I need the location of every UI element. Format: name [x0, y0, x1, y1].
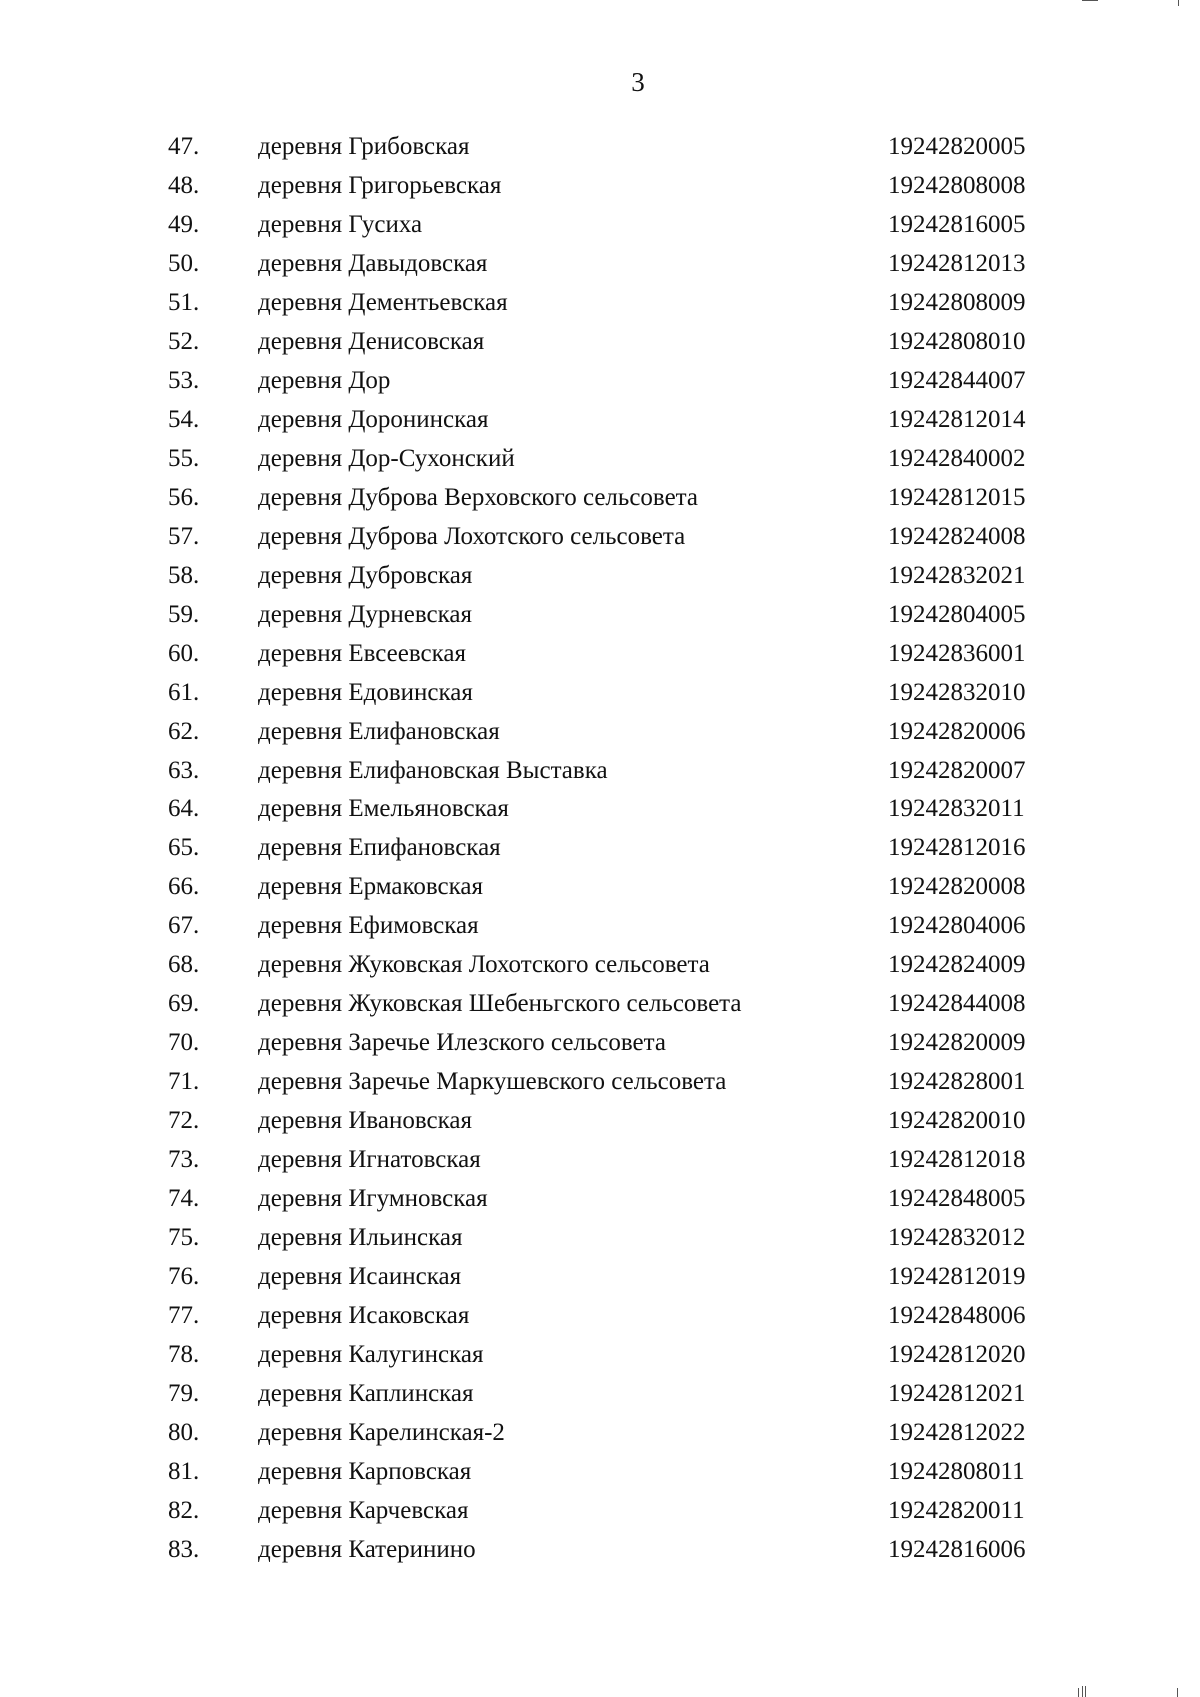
- item-number: 51.: [168, 288, 200, 316]
- list-item: [0, 560, 1200, 599]
- oktmo-code: 19242812018: [888, 1146, 1026, 1174]
- oktmo-code: 19242812013: [888, 249, 1026, 277]
- list-item: [0, 1144, 1200, 1183]
- settlement-name: деревня Игнатовская: [258, 1146, 481, 1174]
- scan-artifact: [1085, 1686, 1086, 1697]
- settlement-name: деревня Исаковская: [258, 1302, 470, 1330]
- list-item: [0, 1183, 1200, 1222]
- item-number: 48.: [168, 171, 200, 199]
- item-number: 59.: [168, 600, 200, 628]
- item-number: 66.: [168, 873, 200, 901]
- item-number: 61.: [168, 678, 200, 706]
- item-number: 52.: [168, 327, 200, 355]
- oktmo-code: 19242820005: [888, 133, 1026, 160]
- item-number: 77.: [168, 1302, 200, 1330]
- list-item: [0, 443, 1200, 482]
- oktmo-code: 19242808011: [888, 1457, 1025, 1485]
- settlement-name: деревня Дор: [258, 366, 391, 394]
- oktmo-code: 19242820007: [888, 756, 1026, 784]
- list-item: [0, 248, 1200, 287]
- item-number: 60.: [168, 639, 200, 667]
- scan-artifact: [1082, 0, 1098, 1]
- oktmo-code: 19242840002: [888, 444, 1026, 472]
- oktmo-code: 19242804006: [888, 912, 1026, 940]
- item-number: 55.: [168, 444, 200, 472]
- item-number: 72.: [168, 1107, 200, 1135]
- list-item: [0, 755, 1200, 794]
- settlement-name: деревня Едовинская: [258, 678, 473, 706]
- settlement-name: деревня Денисовская: [258, 327, 485, 355]
- oktmo-code: 19242824008: [888, 522, 1026, 550]
- list-item: [0, 988, 1200, 1027]
- settlement-name: деревня Давыдовская: [258, 249, 488, 277]
- settlement-name: деревня Дор-Сухонский: [258, 444, 515, 472]
- scan-artifact: [1078, 1688, 1079, 1697]
- item-number: 81.: [168, 1457, 200, 1485]
- settlement-name: деревня Калугинская: [258, 1341, 484, 1369]
- settlement-name: деревня Карелинская-2: [258, 1418, 505, 1446]
- item-number: 76.: [168, 1263, 200, 1291]
- oktmo-code: 19242832012: [888, 1224, 1026, 1252]
- oktmo-code: 19242848005: [888, 1185, 1026, 1213]
- list-item: [0, 1027, 1200, 1066]
- settlement-name: деревня Заречье Илезского сельсовета: [258, 1029, 666, 1057]
- settlement-name: деревня Дурневская: [258, 600, 472, 628]
- scan-artifact: [1177, 1688, 1178, 1697]
- oktmo-code: 19242808009: [888, 288, 1026, 316]
- oktmo-code: 19242828001: [888, 1068, 1026, 1096]
- list-item: [0, 287, 1200, 326]
- oktmo-code: 19242808010: [888, 327, 1026, 355]
- list-item: [0, 1534, 1200, 1573]
- item-number: 82.: [168, 1496, 200, 1524]
- settlement-name: деревня Ильинская: [258, 1224, 463, 1252]
- list-item: [0, 1456, 1200, 1495]
- list-item: [0, 599, 1200, 638]
- list-item: [0, 949, 1200, 988]
- oktmo-code: 19242832021: [888, 561, 1026, 589]
- settlement-name: деревня Карповская: [258, 1457, 472, 1485]
- oktmo-code: 19242812019: [888, 1263, 1026, 1291]
- page-number: 3: [631, 67, 645, 97]
- list-item: [0, 832, 1200, 871]
- item-number: 83.: [168, 1535, 200, 1563]
- oktmo-code: 19242820009: [888, 1029, 1026, 1057]
- oktmo-code: 19242820011: [888, 1496, 1025, 1524]
- scan-artifact: [1178, 0, 1179, 6]
- list-item: [0, 1378, 1200, 1417]
- item-number: 70.: [168, 1029, 200, 1057]
- settlement-name: деревня Каплинская: [258, 1380, 474, 1407]
- settlement-name: деревня Катеринино: [258, 1535, 476, 1563]
- settlement-name: деревня Григорьевская: [258, 171, 502, 199]
- list-item: [0, 131, 1200, 170]
- list-item: [0, 1300, 1200, 1339]
- oktmo-code: 19242820008: [888, 873, 1026, 901]
- oktmo-code: 19242812022: [888, 1418, 1026, 1446]
- list-item: [0, 1222, 1200, 1261]
- item-number: 80.: [168, 1418, 200, 1446]
- oktmo-code: 19242808008: [888, 171, 1026, 199]
- settlement-name: деревня Дуброва Лохотского сельсовета: [258, 522, 686, 550]
- list-item: [0, 482, 1200, 521]
- item-number: 58.: [168, 561, 200, 589]
- settlement-name: деревня Заречье Маркушевского сельсовета: [258, 1068, 727, 1096]
- list-item: [0, 638, 1200, 677]
- settlement-name: деревня Емельяновская: [258, 795, 509, 823]
- scan-artifact: [1082, 1686, 1083, 1697]
- item-number: 49.: [168, 210, 200, 238]
- settlement-name: деревня Доронинская: [258, 405, 489, 433]
- list-item: [0, 404, 1200, 443]
- item-number: 68.: [168, 951, 200, 979]
- oktmo-code: 19242816006: [888, 1535, 1026, 1563]
- oktmo-code: 19242804005: [888, 600, 1026, 628]
- settlement-name: деревня Ефимовская: [258, 912, 479, 940]
- list-item: [0, 1417, 1200, 1456]
- item-number: 65.: [168, 834, 200, 862]
- oktmo-code: 19242824009: [888, 951, 1026, 979]
- list-item: [0, 365, 1200, 404]
- oktmo-code: 19242812020: [888, 1341, 1026, 1369]
- list-item: [0, 1339, 1200, 1378]
- list-item: [0, 716, 1200, 755]
- item-number: 50.: [168, 249, 200, 277]
- oktmo-code: 19242820006: [888, 717, 1026, 745]
- item-number: 63.: [168, 756, 200, 784]
- oktmo-code: 19242820010: [888, 1107, 1026, 1135]
- settlement-name: деревня Жуковская Шебеньгского сельсовета: [258, 990, 742, 1018]
- item-number: 73.: [168, 1146, 200, 1174]
- settlement-name: деревня Гусиха: [258, 210, 423, 238]
- oktmo-code: 19242832010: [888, 678, 1026, 706]
- list-item: [0, 1066, 1200, 1105]
- list-item: [0, 170, 1200, 209]
- settlement-name: деревня Жуковская Лохотского сельсовета: [258, 951, 710, 979]
- oktmo-code: 19242816005: [888, 210, 1026, 238]
- item-number: 56.: [168, 483, 200, 511]
- settlement-name: деревня Епифановская: [258, 834, 501, 862]
- list-item: [0, 1105, 1200, 1144]
- oktmo-code: 19242832011: [888, 795, 1025, 823]
- oktmo-code: 19242844008: [888, 990, 1026, 1018]
- settlement-name: деревня Евсеевская: [258, 639, 466, 667]
- settlement-name: деревня Ермаковская: [258, 873, 483, 901]
- oktmo-code: 19242812016: [888, 834, 1026, 862]
- item-number: 64.: [168, 795, 200, 823]
- settlement-name: деревня Елифановская Выставка: [258, 756, 608, 784]
- item-number: 57.: [168, 522, 200, 550]
- list-item: [0, 1261, 1200, 1300]
- item-number: 74.: [168, 1185, 200, 1213]
- settlement-name: деревня Дементьевская: [258, 288, 508, 316]
- item-number: 71.: [168, 1068, 200, 1096]
- oktmo-code: 19242812015: [888, 483, 1026, 511]
- oktmo-code: 19242812014: [888, 405, 1026, 433]
- list-item: [0, 910, 1200, 949]
- settlement-name: деревня Елифановская: [258, 717, 500, 745]
- oktmo-code: 19242812021: [888, 1380, 1026, 1407]
- list-item: [0, 1495, 1200, 1534]
- oktmo-code: 19242848006: [888, 1302, 1026, 1330]
- list-item: [0, 209, 1200, 248]
- settlement-name: деревня Дубровская: [258, 561, 473, 589]
- list-item: [0, 326, 1200, 365]
- item-number: 79.: [168, 1380, 200, 1407]
- settlement-name: деревня Исаинская: [258, 1263, 462, 1291]
- oktmo-code: 19242836001: [888, 639, 1026, 667]
- item-number: 75.: [168, 1224, 200, 1252]
- item-number: 54.: [168, 405, 200, 433]
- item-number: 69.: [168, 990, 200, 1018]
- list-item: [0, 677, 1200, 716]
- list-item: [0, 521, 1200, 560]
- item-number: 67.: [168, 912, 200, 940]
- item-number: 78.: [168, 1341, 200, 1369]
- settlement-name: деревня Карчевская: [258, 1496, 469, 1524]
- oktmo-code: 19242844007: [888, 366, 1026, 394]
- item-number: 53.: [168, 366, 200, 394]
- settlement-name: деревня Грибовская: [258, 133, 470, 160]
- settlement-name: деревня Дуброва Верховского сельсовета: [258, 483, 698, 511]
- list-item: [0, 871, 1200, 910]
- settlement-name: деревня Игумновская: [258, 1185, 488, 1213]
- item-number: 62.: [168, 717, 200, 745]
- list-item: [0, 793, 1200, 832]
- settlement-list: [0, 131, 1200, 1573]
- item-number: 47.: [168, 133, 200, 160]
- settlement-name: деревня Ивановская: [258, 1107, 472, 1135]
